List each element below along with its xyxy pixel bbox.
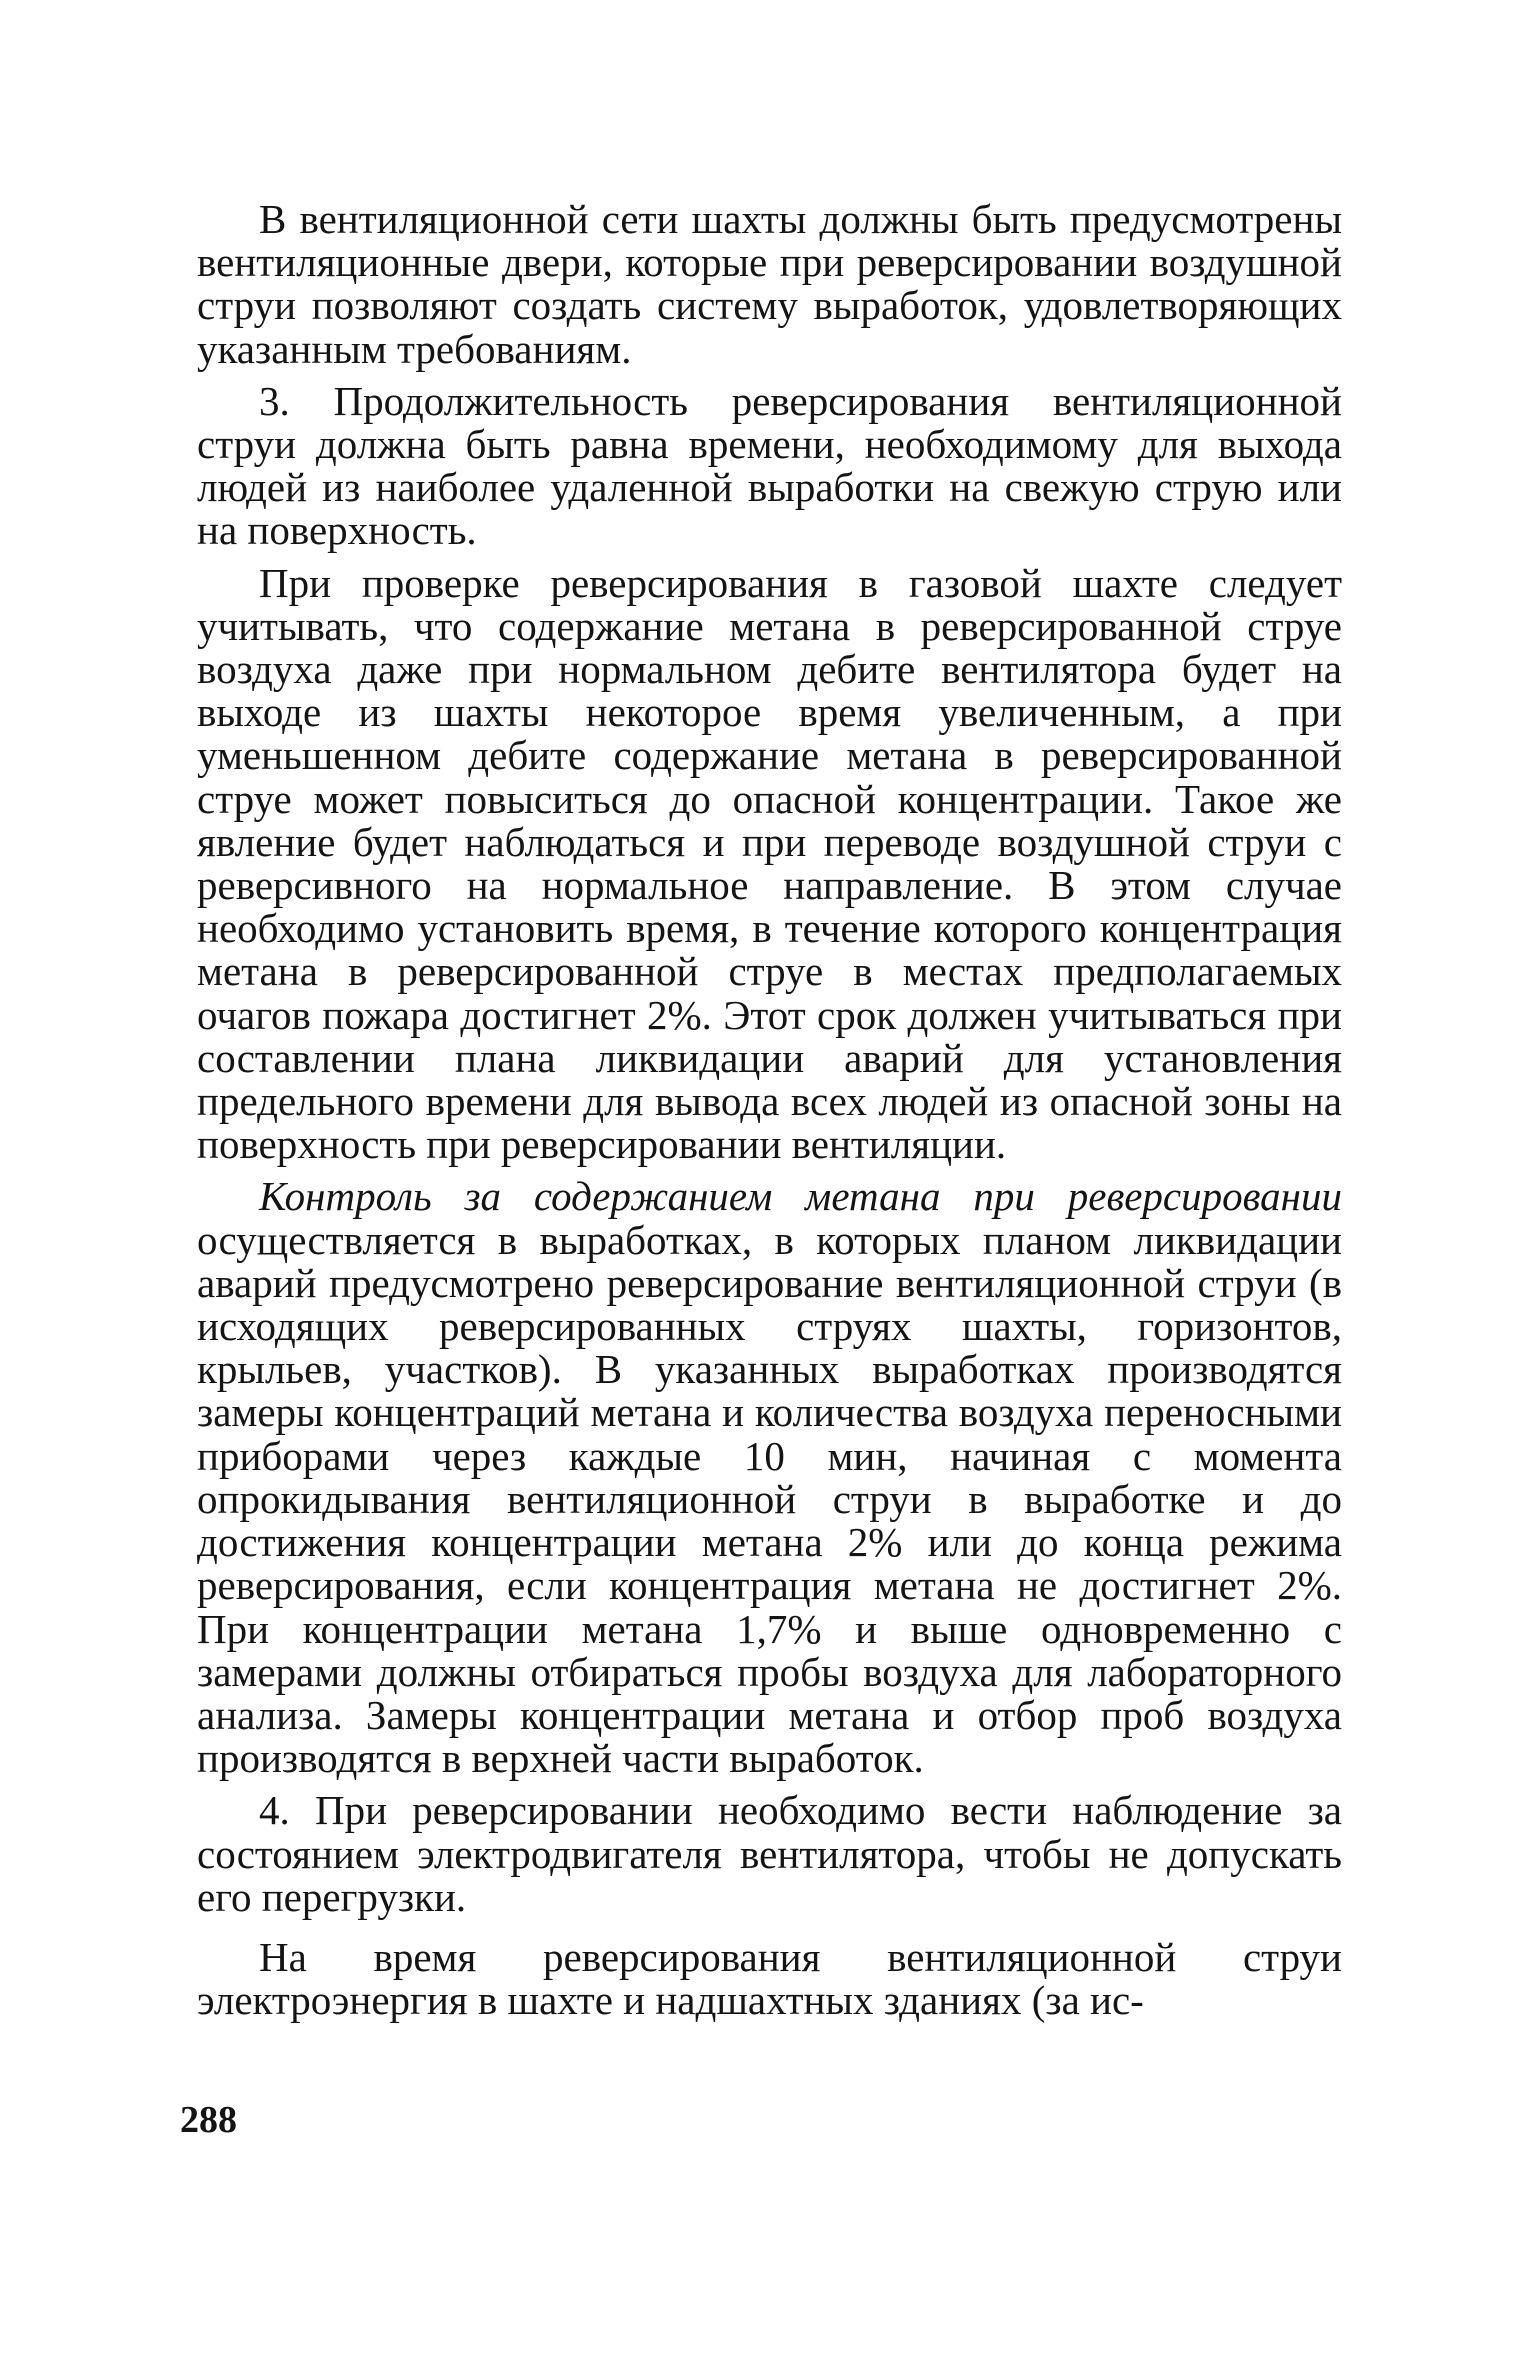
- paragraph-methane-control-italic-lead: Контроль за содержанием метана при реверсировании: [259, 1173, 1342, 1220]
- paragraph-methane-check: При проверке реверсирования в газовой шахте следует учитывать, что содержание метана в реверсированной струе воздуха даже при нормальном дебите вентилятора будет на выходе из шахты некоторое время увеличенным, а при уменьшенном дебите содержание метана в реверсированной струе может повыситься до опасной концентрации. Такое же явление будет наблюдаться и при переводе воздушной струи с реверсивного на нормальное направление. В этом случае необходимо установить время, в течение которого концентрация метана в реверсированной струе в местах предполагаемых очагов пожара достигнет 2%. Этот срок должен учитываться при составлении плана ликвидации аварий для установления предельного времени для вывода всех людей из опасной зоны на поверхность при реверсировании вентиляции.: [197, 559, 1342, 1168]
- paragraph-electricity: На время реверсирования вентиляционной струи электроэнергия в шахте и надшахтных зданиях (за ис-: [197, 1933, 1342, 2024]
- paragraph-methane-control: [197, 1175, 1342, 1780]
- paragraph-ventilation-doors: В вентиляционной сети шахты должны быть предусмотрены вентиляционные двери, которые при реверсировании воздушной струи позволяют создать систему выработок, удовлетворяющих указанным требованиям.: [197, 196, 1342, 372]
- paragraph-item-4-motor: 4. При реверсировании необходимо вести наблюдение за состоянием электродвигателя вентилятора, чтобы не допускать его перегрузки.: [197, 1787, 1342, 1920]
- paragraph-item-3-duration: 3. Продолжительность реверсирования вентиляционной струи должна быть равна времени, необходимому для выхода людей из наиболее удаленной выработки на свежую струю или на поверхность.: [197, 377, 1342, 554]
- paragraph-methane-control-text: осуществляется в выработках, в которых планом ликвидации аварий предусмотрено реверсирование вентиляционной струи (в исходящих реверсированных струях шахты, горизонтов, крыльев, участков). В указанных выработках производятся замеры концентраций метана и количества воздуха переносными приборами через каждые 10 мин, начиная с момента опрокидывания вентиляционной струи в выработке и до достижения концентрации метана 2% или до конца режима реверсирования, если концентрация метана не достигнет 2%. При концентрации метана 1,7% и выше одновременно с замерами должны отбираться пробы воздуха для лабораторного анализа. Замеры концентрации метана и отбор проб воздуха производятся в верхней части выработок.: [197, 1216, 1342, 1782]
- page-number: 288: [180, 2099, 237, 2141]
- page-body: [197, 198, 1342, 2022]
